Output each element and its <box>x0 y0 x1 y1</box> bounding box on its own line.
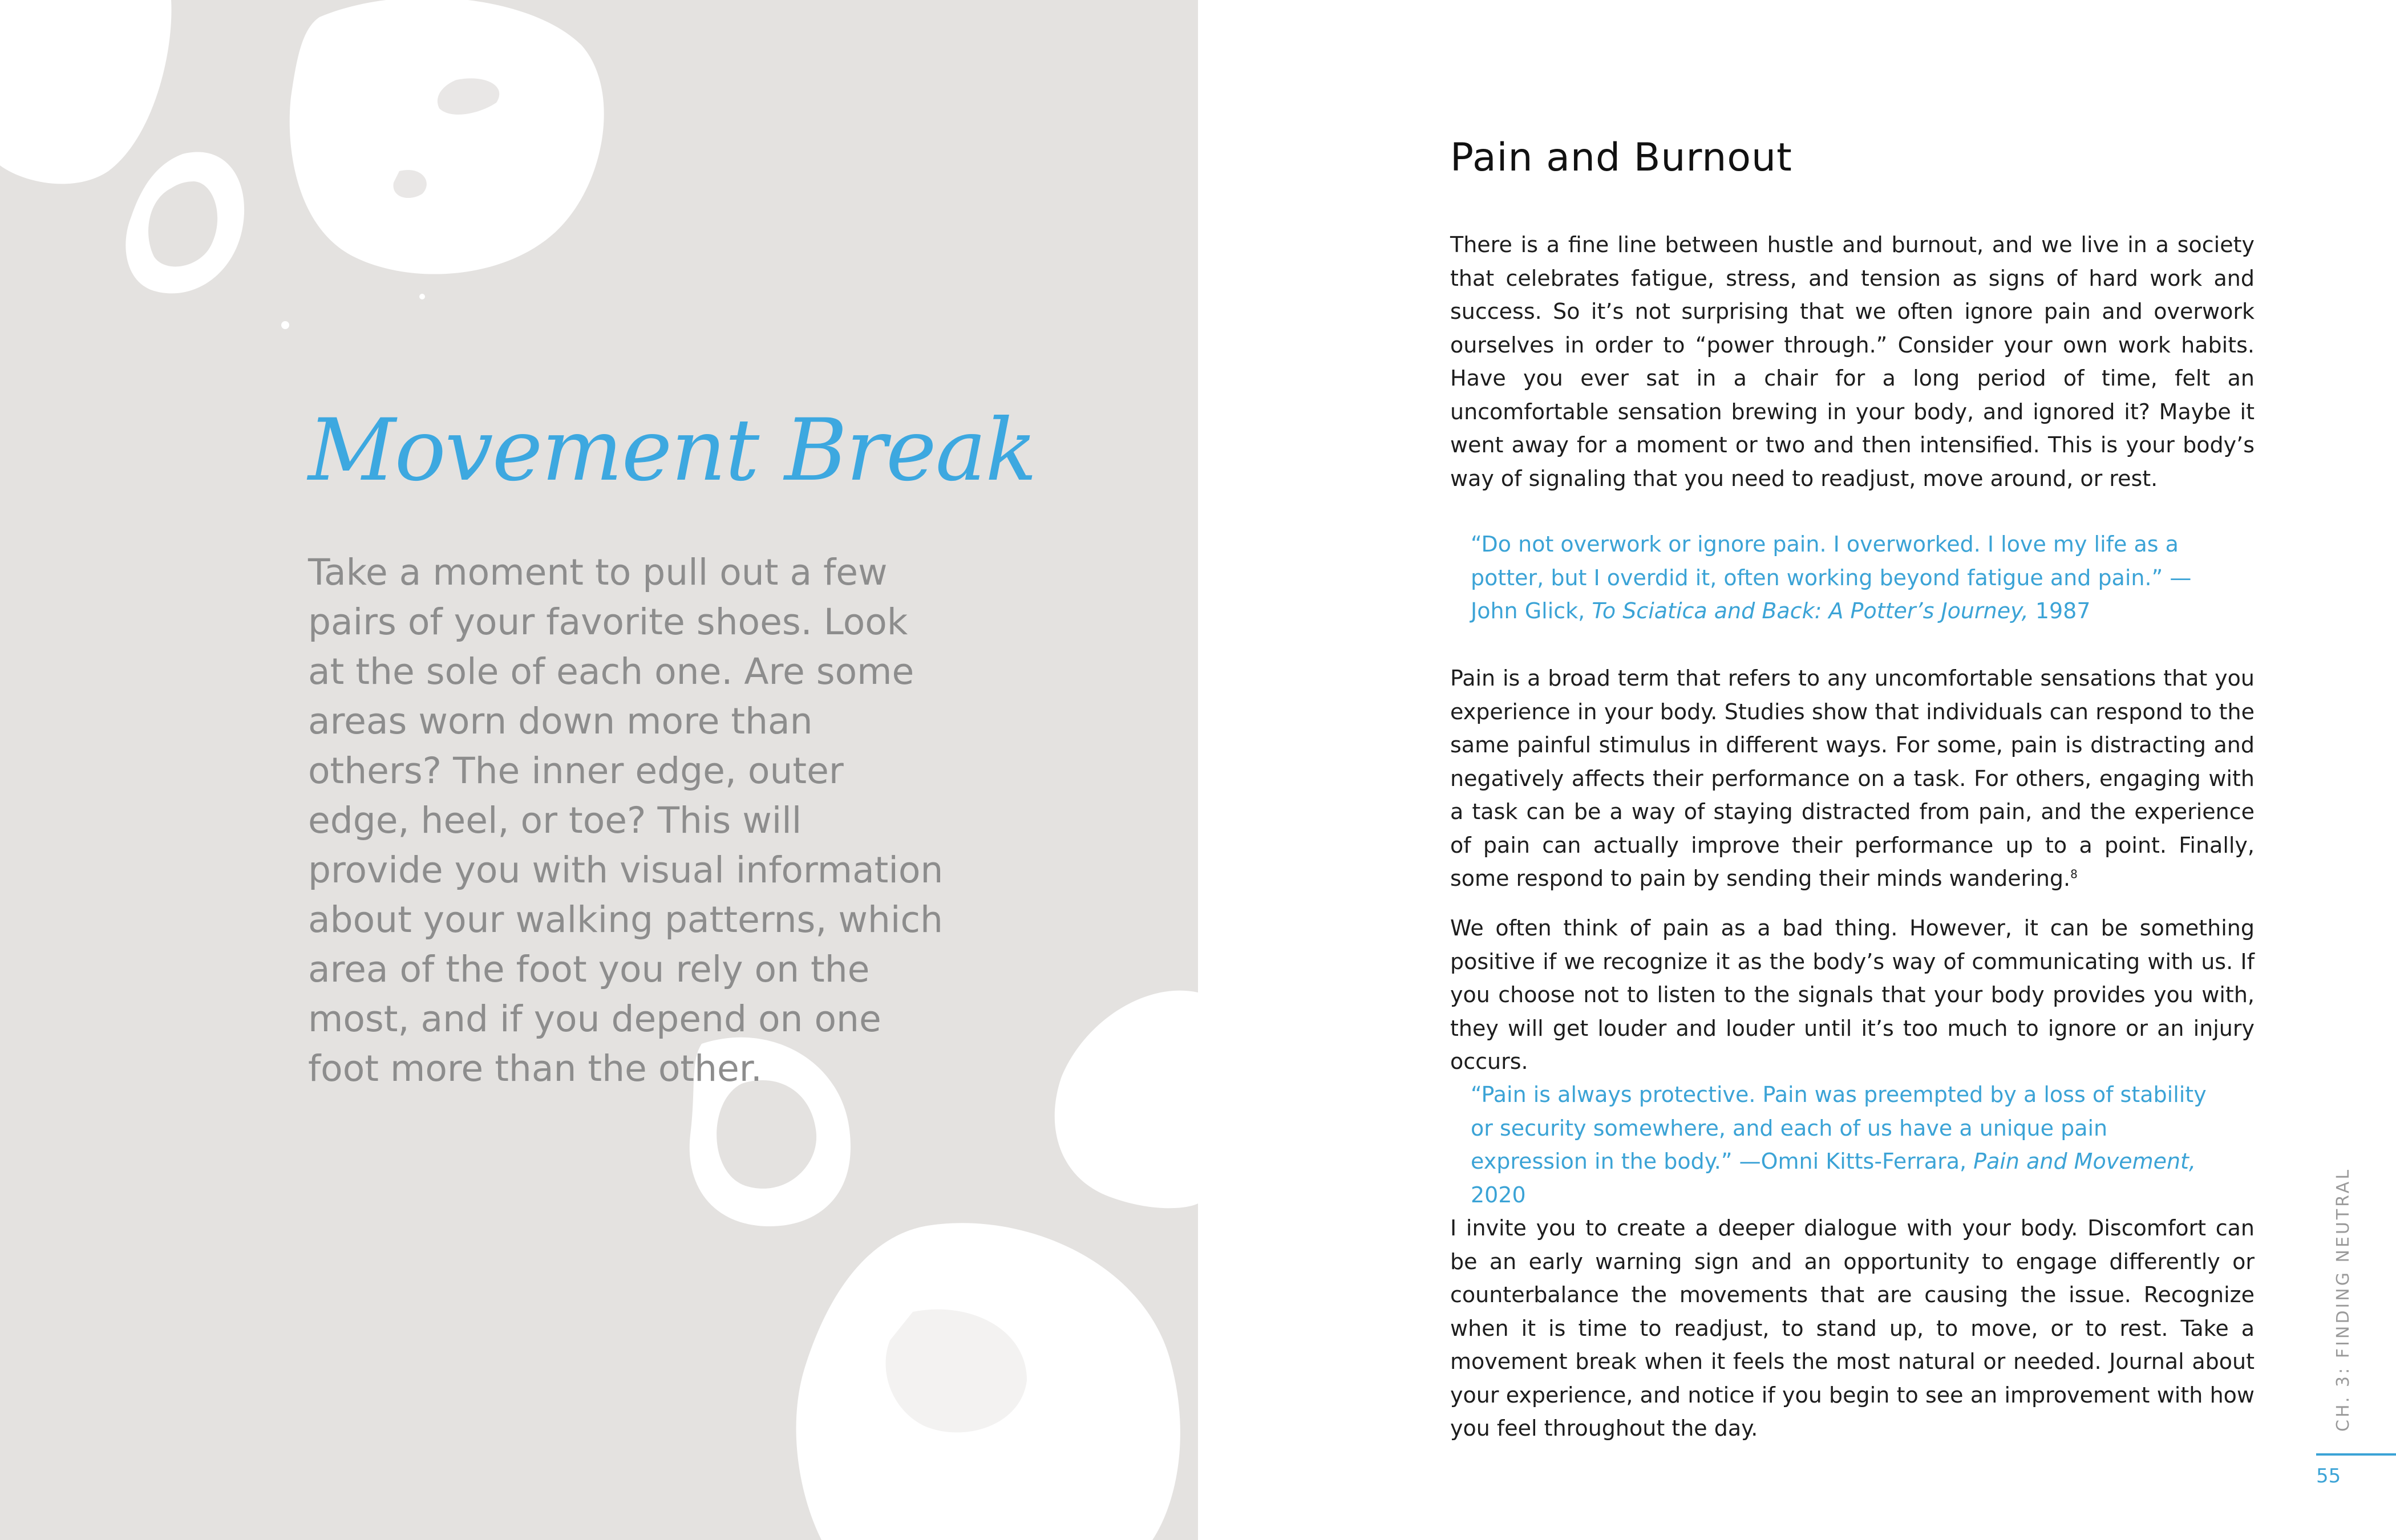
quote-1-text: “Do not overwork or ignore pain. I overworked. I love my life as a potter, but I overdid it, often working beyond fatigue and pain.” —John Glick, <box>1471 532 2192 623</box>
quote-1 <box>1471 528 2229 628</box>
quote-2-year: 2020 <box>1471 1182 1526 1207</box>
quote-1-source-title: To Sciatica and Back: A Potter’s Journey, <box>1592 598 2029 623</box>
movement-break-body: Take a moment to pull out a few pairs of your favorite shoes. Look at the sole of each one. Are some areas worn down more than others? The inner edge, outer edge, heel, or toe? This will provide you with visual information about your walking patterns, which area of the foot you rely on the most, and if you depend on one foot more than the other. <box>308 552 944 1089</box>
quote-1-year: 1987 <box>2035 598 2091 623</box>
page-number-rule <box>2316 1453 2396 1456</box>
paragraph-1: There is a fine line between hustle and burnout, and we live in a society that celebrates fatigue, stress, and tension as signs of hard work and success. So it’s not surprising that we often ignore pain and overwork ourselves in order to “power through.” Consider your own work habits. Have you ever sat in a chair for a long period of time, felt an uncomfortable sensation brewing in your body, and ignored it? Maybe it went away for a moment or two and then intensified. This is your body’s way of signaling that you need to readjust, move around, or rest. <box>1450 232 2255 491</box>
quote-2 <box>1471 1078 2229 1211</box>
paragraph-3: We often think of pain as a bad thing. However, it can be something positive if we recognize it as the body’s way of communicating with us. If you choose not to listen to the signals that your body provides you with, they will get louder and louder until it’s too much to ignore or an injury occurs. <box>1450 915 2255 1074</box>
paragraph-2 <box>1450 662 2255 895</box>
paragraph-4: I invite you to create a deeper dialogue with your body. Discomfort can be an early warning sign and an opportunity to engage differently or counterbalance the movements that are causing the issue. Recognize when it is time to readjust, to stand up, to move, or to rest. Take a movement break when it feels the most natural or needed. Journal about your experience, and notice if you begin to see an improvement with how you feel throughout the day. <box>1450 1215 2255 1441</box>
movement-break-title: Movement Break <box>308 401 1037 500</box>
quote-2-text: “Pain is always protective. Pain was preempted by a loss of stability or security somewhere, and each of us have a unique pain expression in the body.” —Omni Kitts-Ferrara, <box>1471 1082 2207 1174</box>
quote-2-source-title: Pain and Movement, <box>1973 1149 2196 1174</box>
footnote-marker: 8 <box>2070 867 2078 881</box>
page-number: 55 <box>2316 1465 2341 1488</box>
section-title: Pain and Burnout <box>1450 135 1792 180</box>
chapter-label: CH. 3: FINDING NEUTRAL <box>2333 1167 2353 1432</box>
paragraph-2-text: Pain is a broad term that refers to any uncomfortable sensations that you experience in your body. Studies show that individuals can respond to the same painful stimulus in different ways. For some, pain is distracting and negatively affects their performance on a task. For others, engaging with a task can be a way of staying distracted from pain, and the experience of pain can actually improve their performance up to a point. Finally, some respond to pain by sending their minds wandering. <box>1450 666 2255 891</box>
right-page <box>1198 0 2396 1540</box>
